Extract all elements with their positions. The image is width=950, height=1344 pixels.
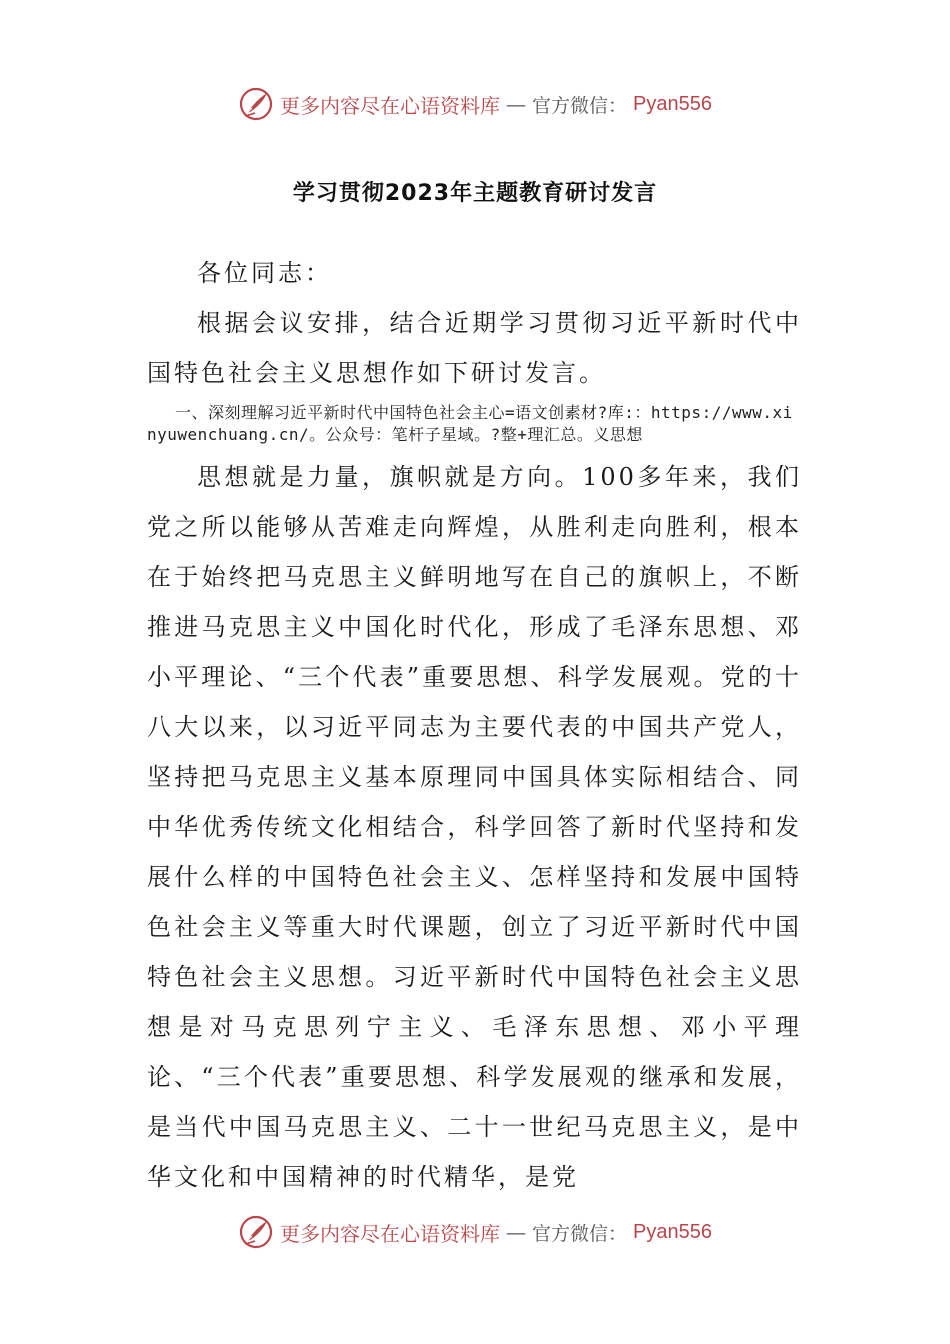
banner-separator: — <box>506 1220 526 1244</box>
document-title: 学习贯彻2023年主题教育研讨发言 <box>292 181 658 206</box>
banner-wechat-label: 官方微信： <box>532 94 628 117</box>
footer-banner <box>0 1208 950 1256</box>
section-heading: 一、深刻理解习近平新时代中国特色社会主心=语文创素材?库:：https://www.xinyuwenchuang.cn/。公众号：笔杆子星域。?整+理汇总。义思想 <box>147 403 793 444</box>
document-body <box>147 248 802 1202</box>
quill-pen-logo-icon <box>238 1214 274 1250</box>
banner-main-text: 更多内容尽在心语资料库 <box>280 93 500 118</box>
header-banner <box>0 80 950 128</box>
banner-separator: — <box>506 92 526 116</box>
body-paragraph: 思想就是力量，旗帜就是方向。100多年来，我们党之所以能够从苦难走向辉煌，从胜利走向胜利，根本在于始终把马克思主义鲜明地写在自己的旗帜上，不断推进马克思主义中国化时代化，形成了毛泽东思想、邓小平理论、“三个代表”重要思想、科学发展观。党的十八大以来，以习近平同志为主要代表的中国共产党人，坚持把马克思主义基本原理同中国具体实际相结合、同中华优秀传统文化相结合，科学回答了新时代坚持和发展什么样的中国特色社会主义、怎样坚持和发展中国特色社会主义等重大时代课题，创立了习近平新时代中国特色社会主义思想。习近平新时代中国特色社会主义思想是对马克思列宁主义、毛泽东思想、邓小平理论、“三个代表”重要思想、科学发展观的继承和发展，是当代中国马克思主义、二十一世纪马克思主义，是中华文化和中国精神的时代精华，是党 <box>147 463 802 1191</box>
intro-paragraph: 根据会议安排，结合近期学习贯彻习近平新时代中国特色社会主义思想作如下研讨发言。 <box>147 309 802 387</box>
greeting: 各位同志： <box>197 259 332 287</box>
banner-wechat-id: Pyan556 <box>633 92 712 115</box>
banner-wechat-label: 官方微信： <box>532 1222 628 1245</box>
banner-main-text: 更多内容尽在心语资料库 <box>280 1221 500 1246</box>
banner-wechat-id: Pyan556 <box>633 1220 712 1243</box>
quill-pen-logo-icon <box>238 86 274 122</box>
